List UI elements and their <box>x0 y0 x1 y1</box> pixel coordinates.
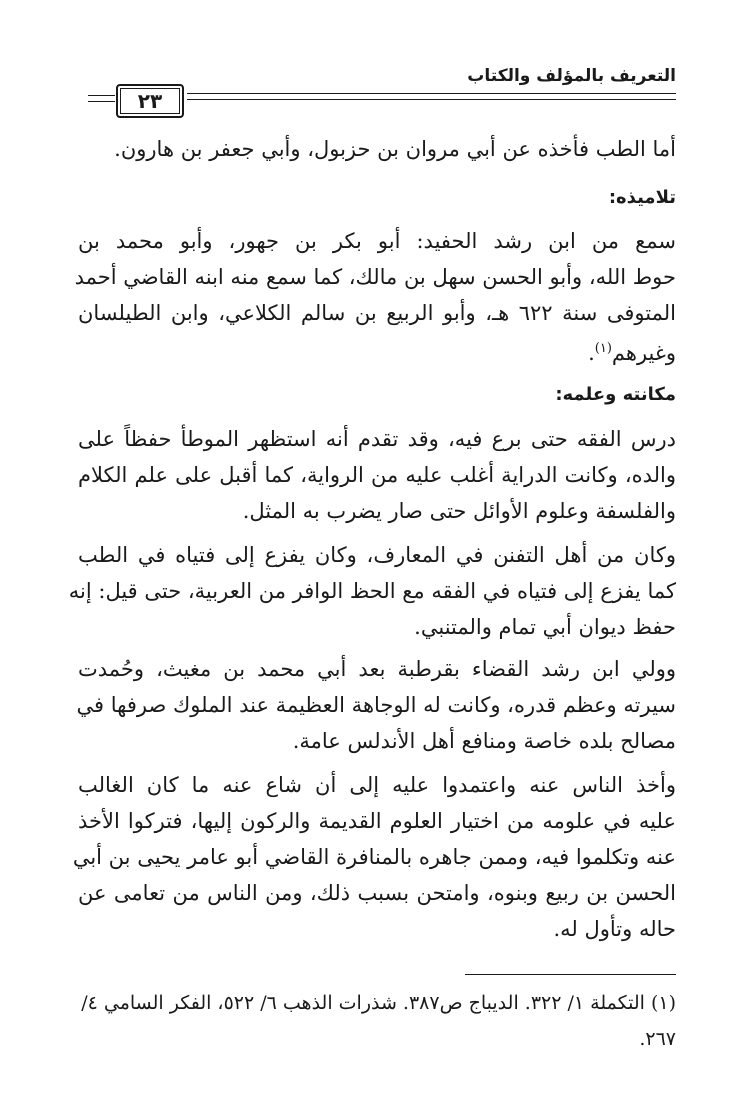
text-line: أما الطب فأخذه عن أبي مروان بن حزبول، وأبي جعفر بن هارون. <box>114 137 676 161</box>
text-line: كما يفزع إلى فتياه في الفقه مع الحظ الوافر من العربية، حتى قيل: إنه <box>68 579 676 603</box>
text-line: حوط الله، وأبو الحسن سهل بن مالك، كما سمع منه ابنه القاضي أحمد <box>74 265 676 289</box>
header-rule-top <box>187 93 676 94</box>
text-line: حاله وتأول له. <box>553 917 676 941</box>
text-line: سمع من ابن رشد الحفيد: أبو بكر بن جهور، وأبو محمد بن <box>78 229 676 253</box>
footnote-separator <box>465 974 676 975</box>
header-rule-left-top <box>88 95 115 96</box>
text-line: وولي ابن رشد القضاء بقرطبة بعد أبي محمد بن مغيث، وحُمدت <box>78 657 676 681</box>
text-line: الحسن بن ربيع وبنوه، وامتحن بسبب ذلك، ومن الناس من تعامى عن <box>78 881 676 905</box>
footnote-line: ٢٦٧. <box>639 1028 676 1050</box>
header-rule-bottom <box>187 99 676 100</box>
text-fragment: وغيرهم <box>611 341 676 365</box>
text-line: درس الفقه حتى برع فيه، وقد تقدم أنه استظهر الموطأ حفظاً على <box>78 427 676 451</box>
text-line: مصالح بلده خاصة ومنافع أهل الأندلس عامة. <box>292 729 676 753</box>
text-line <box>78 334 676 368</box>
text-line: والده، وكانت الدراية أغلب عليه من الرواية، كما أقبل على علم الكلام <box>78 463 676 487</box>
text-line: المتوفى سنة ٦٢٢ هـ، وأبو الربيع بن سالم الكلاعي، وابن الطيلسان <box>78 301 676 325</box>
text-line: حفظ ديوان أبي تمام والمتنبي. <box>414 615 676 639</box>
text-line: والفلسفة وعلوم الأوائل حتى صار يضرب به المثل. <box>242 499 676 523</box>
section-heading-status: مكانته وعلمه: <box>555 384 676 405</box>
text-line: وأخذ الناس عنه واعتمدوا عليه إلى أن شاع عنه ما كان الغالب <box>78 773 676 797</box>
text-fragment: . <box>588 341 595 365</box>
footnote-line: (١) التكملة ١/ ٣٢٢. الديباج ص٣٨٧. شذرات الذهب ٦/ ٥٢٢، الفكر السامي ٤/ <box>81 992 676 1014</box>
text-line: سيرته وعظم قدره، وكانت له الوجاهة العظيمة عند الملوك صرفها في <box>76 693 676 717</box>
text-line: عليه في علومه من اختيار العلوم القديمة والركون إليها، فتركوا الأخذ <box>78 809 676 833</box>
running-title: التعريف بالمؤلف والكتاب <box>467 66 676 86</box>
header-rule-left-bottom <box>88 101 115 102</box>
text-line: عنه وتكلموا فيه، وممن جاهره بالمنافرة القاضي أبو عامر يحيى بن أبي <box>72 845 676 869</box>
page-number: ٢٣ <box>116 84 184 118</box>
text-line: وكان من أهل التفنن في المعارف، وكان يفزع إلى فتياه في الطب <box>78 543 676 567</box>
section-heading-students: تلاميذه: <box>608 187 676 208</box>
footnote-marker: (١) <box>594 341 612 356</box>
